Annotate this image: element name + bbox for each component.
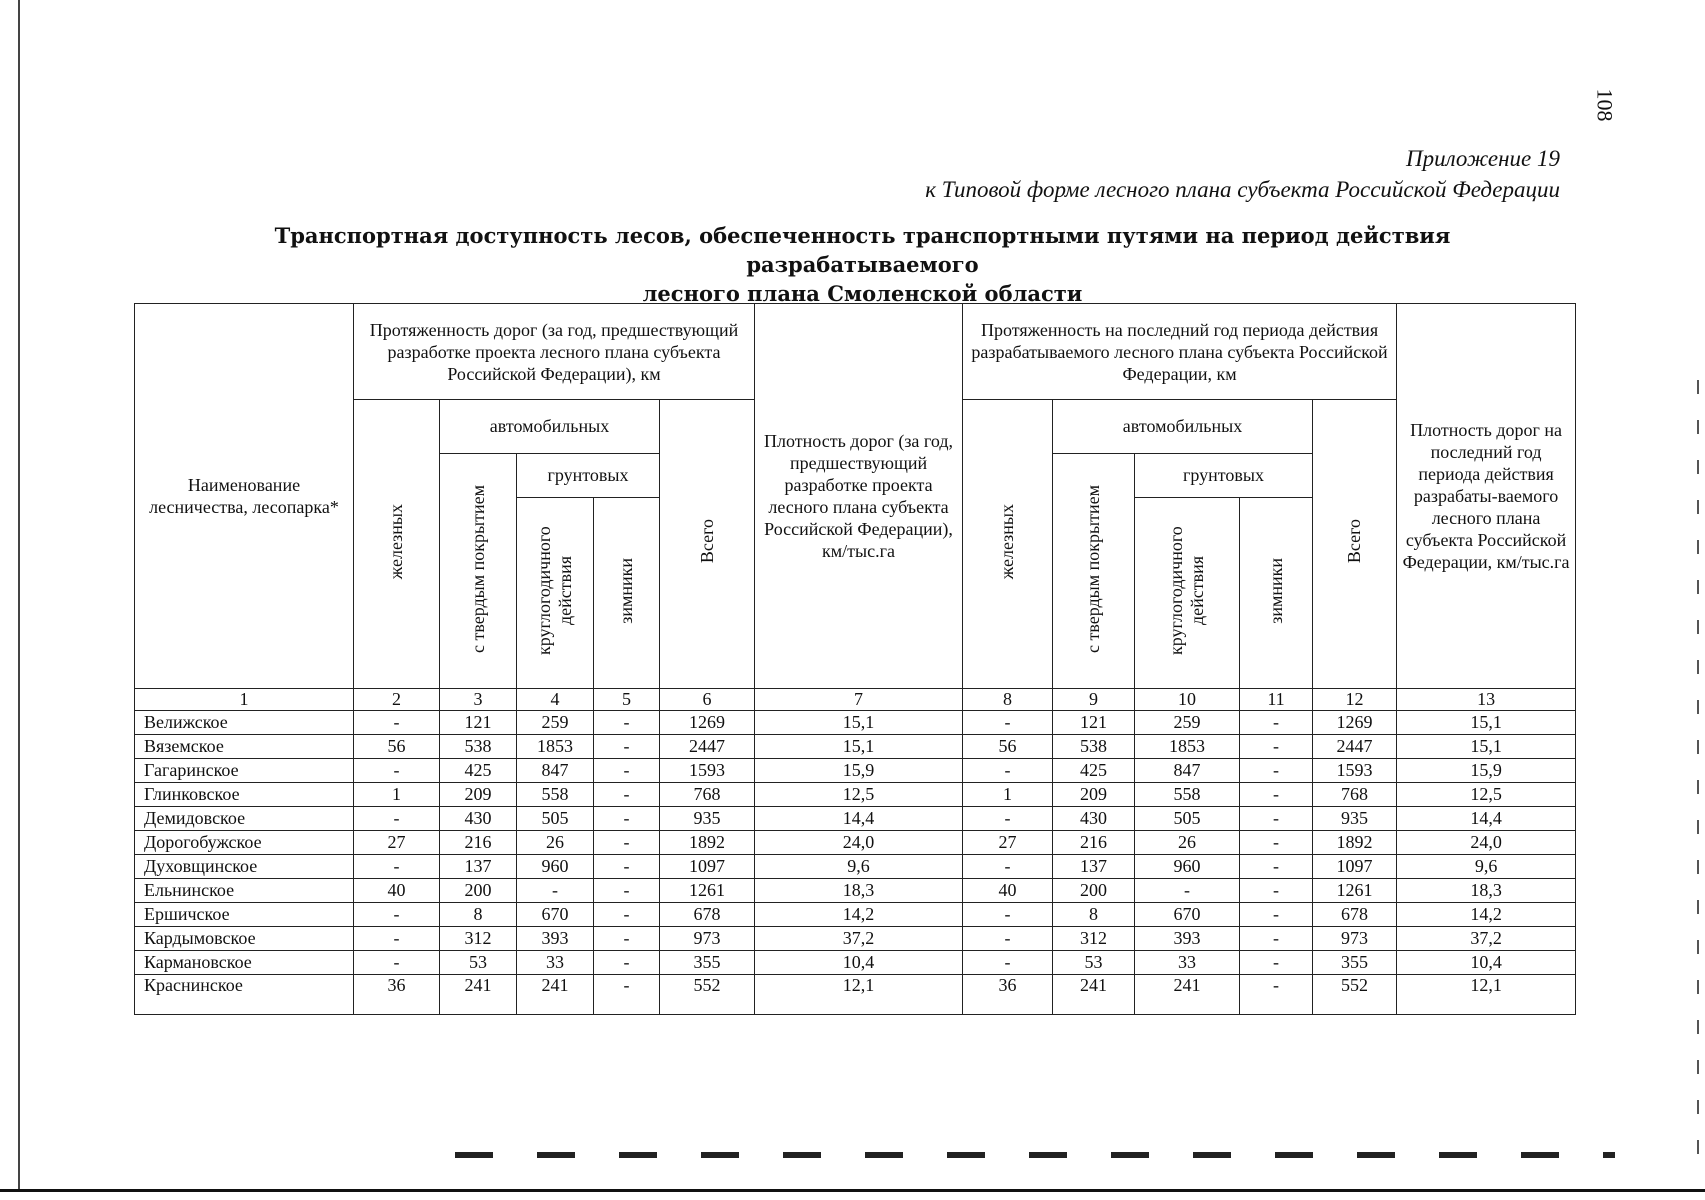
value-cell: 259 — [1135, 711, 1240, 735]
value-cell: 1593 — [660, 759, 755, 783]
value-cell: - — [963, 807, 1053, 831]
value-cell: 355 — [1313, 951, 1397, 975]
header-hard-last: с твердым покрытием — [1053, 454, 1135, 689]
table-row — [135, 831, 1576, 855]
value-cell: 24,0 — [1397, 831, 1576, 855]
header-total-prev: Всего — [660, 400, 755, 689]
value-cell: 312 — [440, 927, 517, 951]
value-cell: 121 — [1053, 711, 1135, 735]
value-cell: 355 — [660, 951, 755, 975]
header-density-prev: Плотность дорог (за год, предшествующий разработке проекта лесного плана субъекта Российской Федерации), км/тыс.га — [755, 304, 963, 689]
value-cell: 209 — [1053, 783, 1135, 807]
value-cell: - — [594, 975, 660, 1015]
value-cell: 847 — [1135, 759, 1240, 783]
value-cell: - — [963, 759, 1053, 783]
table-row — [135, 783, 1576, 807]
value-cell: 37,2 — [1397, 927, 1576, 951]
value-cell: 40 — [354, 879, 440, 903]
value-cell: - — [1240, 879, 1313, 903]
value-cell: 678 — [1313, 903, 1397, 927]
forestry-name-cell: Дорогобужское — [135, 831, 354, 855]
column-number: 3 — [440, 689, 517, 711]
header-rail-last: железных — [963, 400, 1053, 689]
header-total-last: Всего — [1313, 400, 1397, 689]
page-number: 108 — [1592, 88, 1618, 122]
value-cell: 10,4 — [755, 951, 963, 975]
value-cell: 973 — [1313, 927, 1397, 951]
value-cell: 53 — [440, 951, 517, 975]
value-cell: 15,1 — [1397, 735, 1576, 759]
header-last-year-group: Протяженность на последний год периода действия разрабатываемого лесного плана субъекта Российской Федерации, км — [963, 304, 1397, 400]
value-cell: 37,2 — [755, 927, 963, 951]
value-cell: 15,9 — [1397, 759, 1576, 783]
table-row — [135, 951, 1576, 975]
value-cell: - — [963, 951, 1053, 975]
value-cell: - — [1240, 975, 1313, 1015]
value-cell: 1261 — [1313, 879, 1397, 903]
column-number: 1 — [135, 689, 354, 711]
value-cell: 33 — [517, 951, 594, 975]
value-cell: 56 — [963, 735, 1053, 759]
header-forestry-name: Наименование лесничества, лесопарка* — [135, 304, 354, 689]
value-cell: 505 — [1135, 807, 1240, 831]
value-cell: 12,1 — [755, 975, 963, 1015]
value-cell: - — [1240, 855, 1313, 879]
value-cell: 9,6 — [755, 855, 963, 879]
value-cell: 121 — [440, 711, 517, 735]
value-cell: 18,3 — [1397, 879, 1576, 903]
value-cell: 768 — [660, 783, 755, 807]
value-cell: 15,1 — [755, 711, 963, 735]
value-cell: 847 — [517, 759, 594, 783]
value-cell: 430 — [1053, 807, 1135, 831]
value-cell: - — [594, 807, 660, 831]
value-cell: 40 — [963, 879, 1053, 903]
value-cell: 678 — [660, 903, 755, 927]
value-cell: 538 — [1053, 735, 1135, 759]
value-cell: - — [354, 903, 440, 927]
table-row — [135, 735, 1576, 759]
value-cell: - — [354, 807, 440, 831]
value-cell: 558 — [517, 783, 594, 807]
value-cell: 26 — [517, 831, 594, 855]
value-cell: 1892 — [660, 831, 755, 855]
table-row — [135, 711, 1576, 735]
value-cell: 216 — [1053, 831, 1135, 855]
scan-dash-artifact — [455, 1152, 1615, 1158]
value-cell: 552 — [660, 975, 755, 1015]
value-cell: 8 — [440, 903, 517, 927]
value-cell: 137 — [440, 855, 517, 879]
value-cell: 393 — [1135, 927, 1240, 951]
value-cell: 241 — [1053, 975, 1135, 1015]
appendix-note — [925, 143, 1560, 205]
value-cell: - — [963, 711, 1053, 735]
value-cell: 200 — [1053, 879, 1135, 903]
value-cell: 24,0 — [755, 831, 963, 855]
column-number: 6 — [660, 689, 755, 711]
value-cell: 1853 — [1135, 735, 1240, 759]
value-cell: - — [354, 711, 440, 735]
value-cell: 425 — [1053, 759, 1135, 783]
table-row — [135, 975, 1576, 1015]
value-cell: 670 — [517, 903, 594, 927]
header-density-last: Плотность дорог на последний год периода действия разрабаты-ваемого лесного плана субъекта Российской Федерации, км/тыс.га — [1397, 304, 1576, 689]
value-cell: - — [594, 831, 660, 855]
value-cell: 1269 — [660, 711, 755, 735]
value-cell: - — [594, 711, 660, 735]
value-cell: - — [1240, 903, 1313, 927]
table-row — [135, 903, 1576, 927]
value-cell: - — [594, 903, 660, 927]
table-row — [135, 927, 1576, 951]
table-row — [135, 879, 1576, 903]
value-cell: - — [1240, 831, 1313, 855]
value-cell: 14,4 — [755, 807, 963, 831]
value-cell: - — [963, 855, 1053, 879]
value-cell: 1261 — [660, 879, 755, 903]
scan-bottom-line — [0, 1189, 1705, 1192]
forestry-name-cell: Духовщинское — [135, 855, 354, 879]
value-cell: 960 — [1135, 855, 1240, 879]
value-cell: - — [594, 855, 660, 879]
value-cell: - — [1240, 951, 1313, 975]
appendix-line-1: Приложение 19 — [1405, 146, 1560, 171]
header-hard-prev: с твердым покрытием — [440, 454, 517, 689]
value-cell: 9,6 — [1397, 855, 1576, 879]
value-cell: 1892 — [1313, 831, 1397, 855]
value-cell: 15,9 — [755, 759, 963, 783]
header-winter-prev: зимники — [594, 498, 660, 689]
value-cell: 1593 — [1313, 759, 1397, 783]
value-cell: 935 — [1313, 807, 1397, 831]
forestry-name-cell: Велижское — [135, 711, 354, 735]
value-cell: 430 — [440, 807, 517, 831]
value-cell: 12,5 — [755, 783, 963, 807]
value-cell: 18,3 — [755, 879, 963, 903]
column-number: 11 — [1240, 689, 1313, 711]
value-cell: 14,2 — [755, 903, 963, 927]
value-cell: - — [963, 903, 1053, 927]
roads-table — [134, 303, 1576, 1015]
value-cell: 33 — [1135, 951, 1240, 975]
value-cell: 552 — [1313, 975, 1397, 1015]
value-cell: 200 — [440, 879, 517, 903]
header-prev-year-group: Протяженность дорог (за год, предшествующий разработке проекта лесного плана субъекта Российской Федерации), км — [354, 304, 755, 400]
value-cell: - — [1240, 735, 1313, 759]
title-line-1: Транспортная доступность лесов, обеспеченность транспортными путями на период действия разрабатываемого — [274, 223, 1451, 277]
appendix-line-2: к Типовой форме лесного плана субъекта Российской Федерации — [925, 177, 1560, 202]
forestry-name-cell: Гагаринское — [135, 759, 354, 783]
header-winter-last: зимники — [1240, 498, 1313, 689]
value-cell: 8 — [1053, 903, 1135, 927]
value-cell: 973 — [660, 927, 755, 951]
value-cell: 241 — [1135, 975, 1240, 1015]
value-cell: 26 — [1135, 831, 1240, 855]
column-number-row — [135, 689, 1576, 711]
column-number: 10 — [1135, 689, 1240, 711]
column-number: 13 — [1397, 689, 1576, 711]
value-cell: 241 — [440, 975, 517, 1015]
value-cell: - — [354, 855, 440, 879]
forestry-name-cell: Кардымовское — [135, 927, 354, 951]
value-cell: 1097 — [660, 855, 755, 879]
value-cell: 209 — [440, 783, 517, 807]
value-cell: 137 — [1053, 855, 1135, 879]
column-number: 4 — [517, 689, 594, 711]
value-cell: - — [1240, 927, 1313, 951]
value-cell: 259 — [517, 711, 594, 735]
value-cell: - — [1240, 711, 1313, 735]
value-cell: 12,1 — [1397, 975, 1576, 1015]
value-cell: - — [1240, 783, 1313, 807]
column-number: 2 — [354, 689, 440, 711]
header-dirt-prev: грунтовых — [517, 454, 660, 498]
document-title — [160, 221, 1565, 308]
value-cell: 1097 — [1313, 855, 1397, 879]
forestry-name-cell: Вяземское — [135, 735, 354, 759]
value-cell: 1853 — [517, 735, 594, 759]
value-cell: 935 — [660, 807, 755, 831]
value-cell: 505 — [517, 807, 594, 831]
table-row — [135, 855, 1576, 879]
header-rail-prev: железных — [354, 400, 440, 689]
header-auto-prev: автомобильных — [440, 400, 660, 454]
forestry-name-cell: Ершичское — [135, 903, 354, 927]
scan-edge-dashes — [1697, 380, 1699, 1180]
value-cell: - — [354, 951, 440, 975]
scan-edge-line — [18, 0, 20, 1192]
value-cell: 216 — [440, 831, 517, 855]
column-number: 8 — [963, 689, 1053, 711]
value-cell: 670 — [1135, 903, 1240, 927]
value-cell: 241 — [517, 975, 594, 1015]
value-cell: 14,2 — [1397, 903, 1576, 927]
value-cell: - — [1240, 807, 1313, 831]
value-cell: 36 — [354, 975, 440, 1015]
value-cell: 1 — [354, 783, 440, 807]
value-cell: 538 — [440, 735, 517, 759]
header-year-round-last: круглогодичного действия — [1135, 498, 1240, 689]
title-line-2: лесного плана Смоленской области — [642, 281, 1083, 306]
value-cell: 768 — [1313, 783, 1397, 807]
value-cell: 15,1 — [1397, 711, 1576, 735]
value-cell: 56 — [354, 735, 440, 759]
value-cell: 53 — [1053, 951, 1135, 975]
forestry-name-cell: Краснинское — [135, 975, 354, 1015]
value-cell: 27 — [963, 831, 1053, 855]
value-cell: - — [354, 759, 440, 783]
value-cell: - — [594, 927, 660, 951]
value-cell: 2447 — [660, 735, 755, 759]
value-cell: - — [594, 783, 660, 807]
header-year-round-prev: круглогодичного действия — [517, 498, 594, 689]
value-cell: 2447 — [1313, 735, 1397, 759]
value-cell: 27 — [354, 831, 440, 855]
value-cell: - — [517, 879, 594, 903]
header-auto-last: автомобильных — [1053, 400, 1313, 454]
table-row — [135, 807, 1576, 831]
forestry-name-cell: Демидовское — [135, 807, 354, 831]
value-cell: - — [594, 879, 660, 903]
value-cell: 312 — [1053, 927, 1135, 951]
forestry-name-cell: Глинковское — [135, 783, 354, 807]
forestry-name-cell: Кармановское — [135, 951, 354, 975]
forestry-name-cell: Ельнинское — [135, 879, 354, 903]
value-cell: 12,5 — [1397, 783, 1576, 807]
value-cell: - — [354, 927, 440, 951]
value-cell: - — [594, 951, 660, 975]
table-body — [135, 711, 1576, 1015]
value-cell: 558 — [1135, 783, 1240, 807]
value-cell: - — [1240, 759, 1313, 783]
value-cell: 1269 — [1313, 711, 1397, 735]
value-cell: - — [594, 759, 660, 783]
value-cell: 960 — [517, 855, 594, 879]
value-cell: 393 — [517, 927, 594, 951]
value-cell: 1 — [963, 783, 1053, 807]
table-row — [135, 759, 1576, 783]
column-number: 12 — [1313, 689, 1397, 711]
value-cell: 10,4 — [1397, 951, 1576, 975]
value-cell: - — [594, 735, 660, 759]
value-cell: - — [963, 927, 1053, 951]
value-cell: 425 — [440, 759, 517, 783]
value-cell: 36 — [963, 975, 1053, 1015]
value-cell: - — [1135, 879, 1240, 903]
column-number: 5 — [594, 689, 660, 711]
column-number: 9 — [1053, 689, 1135, 711]
header-dirt-last: грунтовых — [1135, 454, 1313, 498]
column-number: 7 — [755, 689, 963, 711]
value-cell: 15,1 — [755, 735, 963, 759]
value-cell: 14,4 — [1397, 807, 1576, 831]
